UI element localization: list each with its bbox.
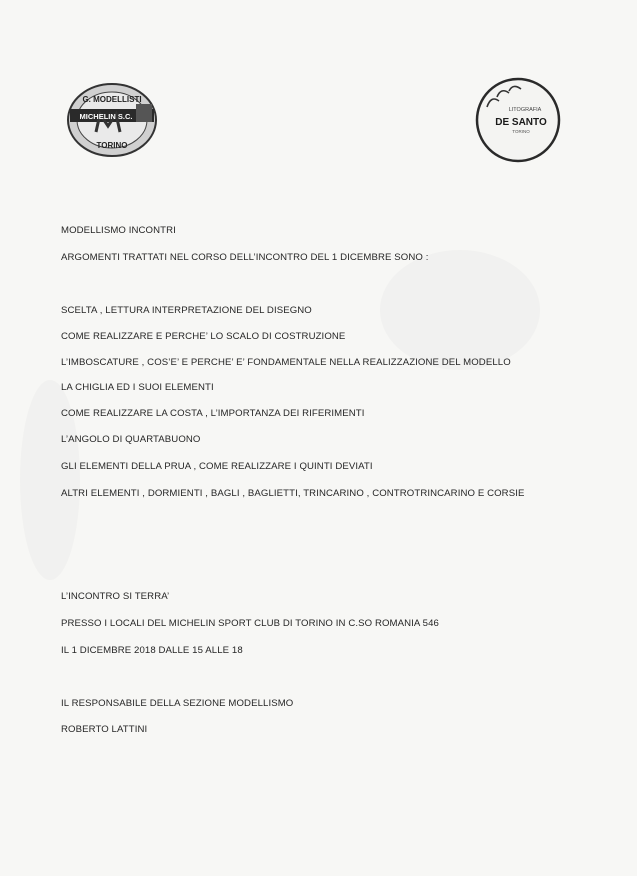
meeting-heading: L’INCONTRO SI TERRA’ <box>61 591 170 602</box>
logo-left-middle-text: MICHELIN S.C. <box>79 112 133 121</box>
topic-item: COME REALIZZARE E PERCHE’ LO SCALO DI COSTRUZIONE <box>61 331 346 342</box>
topic-item: L’IMBOSCATURE , COS’E’ E PERCHE’ E’ FONDAMENTALE NELLA REALIZZAZIONE DEL MODELLO <box>61 357 511 368</box>
meeting-date-time: IL 1 DICEMBRE 2018 DALLE 15 ALLE 18 <box>61 645 243 656</box>
meeting-location: PRESSO I LOCALI DEL MICHELIN SPORT CLUB DI TORINO IN C.SO ROMANIA 546 <box>61 618 439 629</box>
topic-item: ALTRI ELEMENTI , DORMIENTI , BAGLI , BAGLIETTI, TRINCARINO , CONTROTRINCARINO E CORSIE <box>61 488 525 499</box>
logo-right-middle-text: DE SANTO <box>495 117 547 128</box>
michelin-modellisti-logo <box>66 82 158 158</box>
logo-left-bottom-text: TORINO <box>96 141 128 150</box>
topic-item: SCELTA , LETTURA INTERPRETAZIONE DEL DISEGNO <box>61 305 312 316</box>
signature-name: ROBERTO LATTINI <box>61 724 148 735</box>
paper-stain <box>380 250 540 370</box>
logo-left-top-text: G. MODELLISTI <box>82 95 142 104</box>
logo-right-top-text: LITOGRAFIA <box>508 107 542 113</box>
topic-item: COME REALIZZARE LA COSTA , L’IMPORTANZA DEI RIFERIMENTI <box>61 408 365 419</box>
topic-item: GLI ELEMENTI DELLA PRUA , COME REALIZZARE I QUINTI DEVIATI <box>61 461 373 472</box>
litografia-de-santo-logo <box>475 77 561 163</box>
document-intro: ARGOMENTI TRATTATI NEL CORSO DELL’INCONTRO DEL 1 DICEMBRE SONO : <box>61 252 429 263</box>
topic-item: LA CHIGLIA ED I SUOI ELEMENTI <box>61 382 214 393</box>
document-heading: MODELLISMO INCONTRI <box>61 225 176 236</box>
logo-right-bottom-text: TORINO <box>512 129 530 134</box>
topic-item: L’ANGOLO DI QUARTABUONO <box>61 434 201 445</box>
signature-role: IL RESPONSABILE DELLA SEZIONE MODELLISMO <box>61 698 294 709</box>
